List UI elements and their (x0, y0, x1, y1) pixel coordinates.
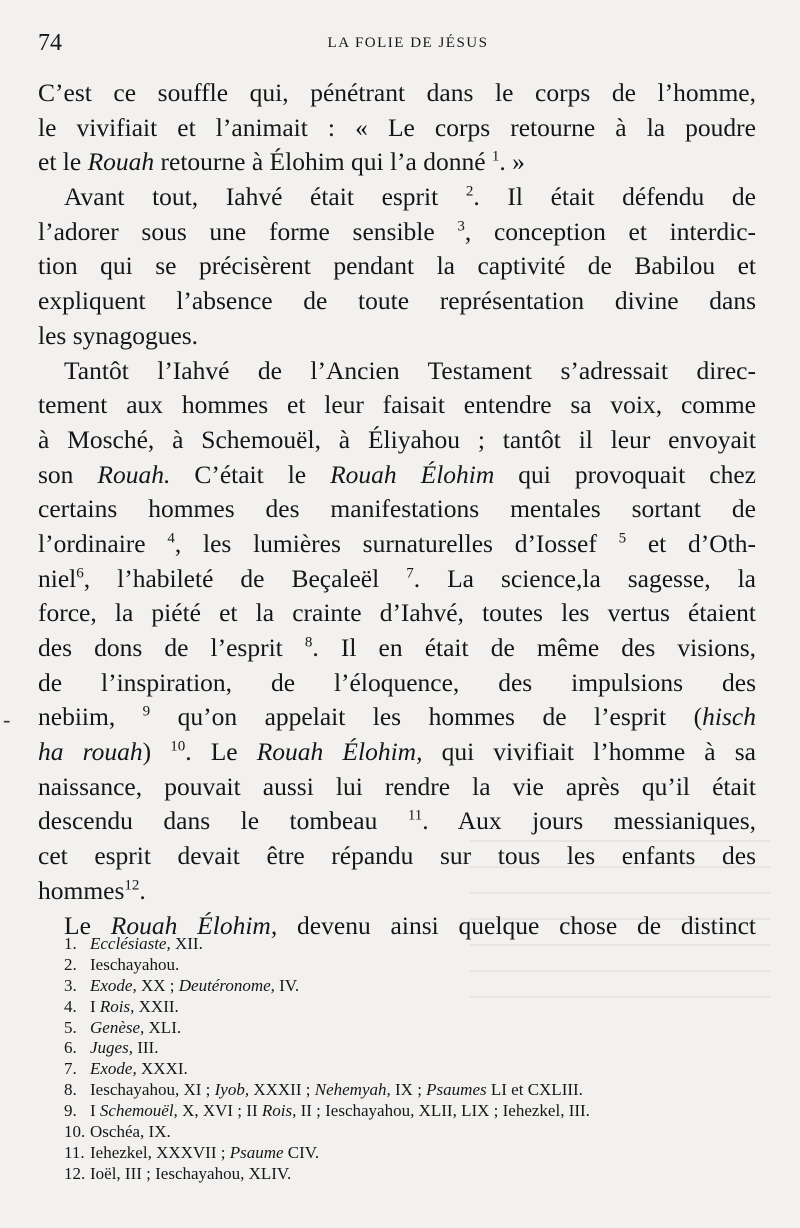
footnote-ref: 4 (167, 530, 175, 547)
text-run: . Le (185, 737, 257, 767)
footnote (64, 955, 774, 976)
text-run: son (38, 459, 98, 489)
text-line (38, 804, 756, 839)
italic-text: Rouah Élohim (330, 459, 495, 489)
text-run: III. (132, 1038, 159, 1058)
text-run: l’ordinaire (38, 528, 168, 558)
footnote-number: 3. (64, 975, 77, 995)
footnote-number: 6. (64, 1038, 77, 1058)
footnote (64, 934, 774, 955)
italic-text: Psaume (229, 1142, 284, 1162)
footnote (64, 1038, 774, 1059)
text-run: I (90, 1101, 100, 1121)
text-line (38, 666, 756, 701)
text-run: de l’inspiration, de l’éloquence, des impulsions des (38, 667, 756, 697)
text-run: XXXII ; (249, 1080, 315, 1100)
text-run: Ieschayahou. (90, 954, 180, 974)
text-line (38, 562, 756, 597)
text-run: le vivifiait et l’animait : « Le corps retourne à la poudre (38, 112, 756, 142)
italic-text: Rois, (261, 1101, 297, 1121)
text-run: IX ; (390, 1080, 427, 1100)
footnote-ref: 10 (170, 738, 186, 755)
text-line (38, 354, 756, 389)
text-line (38, 284, 756, 319)
text-line (38, 874, 756, 909)
italic-text: hisch (702, 702, 756, 732)
text-run: force, la piété et la crainte d’Iahvé, toutes les vertus étaient (38, 598, 756, 628)
footnote (64, 997, 774, 1018)
italic-text: Schemouël, (99, 1101, 178, 1121)
footnote-ref: 2 (465, 183, 474, 200)
text-run: expliquent l’absence de toute représentation divine dans (38, 286, 756, 316)
text-run: XXII. (134, 996, 179, 1016)
text-run: XLI. (144, 1017, 182, 1037)
text-run: Le (64, 910, 111, 940)
text-run: devenu ainsi quelque chose de distinct (277, 910, 756, 940)
footnote-number: 10. (64, 1122, 86, 1142)
text-line (38, 180, 756, 215)
text-run: cet esprit devait être répandu sur tous les enfants des (38, 841, 756, 871)
text-line (38, 76, 756, 111)
italic-text: Rois, (99, 996, 135, 1016)
text-line (38, 839, 756, 874)
text-run: C’était le (170, 459, 331, 489)
text-run: à Mosché, à Schemouël, à Éliyahou ; tantôt il leur envoyait (38, 424, 756, 454)
italic-text: Juges, (90, 1038, 133, 1058)
text-line (38, 319, 756, 354)
text-run: l’adorer sous une forme sensible (38, 216, 458, 246)
footnote-ref: 7 (406, 565, 414, 582)
text-run: . Il en était de même des visions, (312, 633, 756, 662)
text-line (38, 492, 756, 527)
text-line (38, 249, 756, 284)
text-run: naissance, pouvait aussi lui rendre la vie après qu’il était (38, 771, 756, 801)
footnote-ref: 6 (76, 565, 84, 582)
italic-text: Ecclésiaste, (90, 934, 171, 953)
italic-text: Rouah (87, 147, 155, 177)
footnote-ref: 3 (457, 218, 465, 235)
footnote (64, 1101, 774, 1122)
italic-text: Iyob, (214, 1080, 250, 1100)
footnote-number: 5. (64, 1017, 77, 1037)
footnote (64, 1164, 774, 1185)
text-run: retourne à Élohim qui l’a donné (154, 147, 492, 177)
text-line (38, 388, 756, 423)
footnote-ref: 9 (142, 703, 151, 720)
text-run: qui provoquait chez (494, 459, 756, 489)
footnote-number: 12. (64, 1163, 86, 1183)
text-run: XXXI. (136, 1059, 188, 1079)
footnote-ref: 5 (618, 530, 627, 547)
text-run: tement aux hommes et leur faisait entendre sa voix, comme (38, 390, 756, 420)
text-run: XII. (170, 934, 203, 953)
text-run: les synagogues. (38, 320, 199, 350)
text-run: X, XVI ; II (177, 1101, 262, 1121)
footnote-number: 9. (64, 1101, 77, 1121)
italic-text: Exode, (90, 975, 137, 995)
text-line (38, 700, 756, 735)
italic-text: Rouah Élohim, (110, 910, 278, 940)
text-run: . » (499, 147, 525, 177)
footnote-number: 1. (64, 934, 77, 953)
page-number: 74 (38, 30, 62, 56)
text-run: XX ; (136, 975, 179, 995)
text-run: . Aux jours messianiques, (422, 806, 756, 836)
text-line (38, 215, 756, 250)
text-run: II ; Ieschayahou, XLII, LIX ; Iehezkel, III. (296, 1101, 590, 1121)
italic-text: Rouah. (97, 459, 171, 489)
page-header (38, 30, 778, 58)
text-line (38, 145, 756, 180)
footnote-number: 8. (64, 1080, 77, 1100)
text-run: , les lumières surnaturelles d’Iossef (174, 528, 619, 558)
footnote-ref: 8 (304, 634, 313, 651)
text-line (38, 458, 756, 493)
footnote (64, 1122, 774, 1143)
footnotes (64, 934, 774, 1185)
text-run: I (90, 996, 100, 1016)
text-run: tion qui se précisèrent pendant la captivité de Babilou et (38, 251, 756, 281)
footnote-number: 11. (64, 1142, 85, 1162)
text-run: descendu dans le tombeau (38, 806, 408, 836)
italic-text: Psaumes (426, 1080, 487, 1100)
text-run: et d’Oth- (626, 528, 756, 558)
text-line (38, 111, 756, 146)
text-run: et le (38, 147, 88, 177)
footnote-number: 4. (64, 996, 77, 1016)
text-run: Ieschayahou, XI ; (90, 1080, 215, 1100)
text-run: , conception et interdic- (464, 216, 757, 246)
footnote-number: 2. (64, 954, 77, 974)
text-run: , l’habileté de Beçaleël (83, 563, 407, 593)
footnote-ref: 11 (407, 807, 423, 824)
footnote (64, 1080, 774, 1101)
text-run: Iehezkel, XXXVII ; (90, 1142, 230, 1162)
footnote-ref: 1 (491, 148, 500, 165)
text-line (38, 596, 756, 631)
text-run: Avant tout, Iahvé était esprit (64, 182, 466, 212)
margin-hyphen-mark: - (3, 707, 11, 732)
text-line (38, 770, 756, 805)
text-line (38, 423, 756, 458)
footnote (64, 1018, 774, 1039)
text-run: LI et CXLIII. (486, 1080, 583, 1100)
text-run: qu’on appelait les hommes de l’esprit ( (150, 702, 703, 732)
italic-text: Nehemyah, (314, 1080, 391, 1100)
italic-text: Rouah Élohim, (256, 737, 423, 767)
text-run: C’est ce souffle qui, pénétrant dans le corps de l’homme, (38, 78, 756, 107)
text-run: nebiim, (38, 702, 143, 732)
text-line (38, 527, 756, 562)
italic-text: Exode, (90, 1059, 137, 1079)
text-run: . Il était défendu de (473, 182, 756, 212)
text-run: . La science,la sagesse, la (413, 563, 756, 593)
italic-text: ha rouah (38, 737, 143, 767)
italic-text: Deutéronome, (178, 975, 275, 995)
text-run: Tantôt l’Iahvé de l’Ancien Testament s’adressait direc- (64, 355, 756, 385)
text-run: ) (142, 737, 171, 767)
text-run: IV. (274, 975, 300, 995)
text-run: hommes (38, 875, 125, 905)
text-run: CIV. (283, 1142, 320, 1162)
body-text (38, 76, 756, 943)
footnote-ref: 12 (124, 877, 140, 894)
text-run: niel (38, 563, 77, 593)
text-run: Ioël, III ; Ieschayahou, XLIV. (90, 1163, 292, 1183)
footnote-number: 7. (64, 1059, 77, 1079)
footnote (64, 1143, 774, 1164)
text-line (38, 631, 756, 666)
footnote (64, 976, 774, 997)
text-run: . (139, 875, 146, 905)
text-run: Oschéa, IX. (90, 1122, 171, 1142)
text-run: certains hommes des manifestations mentales sortant de (38, 494, 756, 524)
text-line (38, 735, 756, 770)
footnote (64, 1059, 774, 1080)
running-title: LA FOLIE DE JÉSUS (327, 35, 489, 51)
italic-text: Genèse, (90, 1017, 145, 1037)
text-run: qui vivifiait l’homme à sa (422, 737, 756, 767)
text-run: des dons de l’esprit (38, 633, 305, 662)
